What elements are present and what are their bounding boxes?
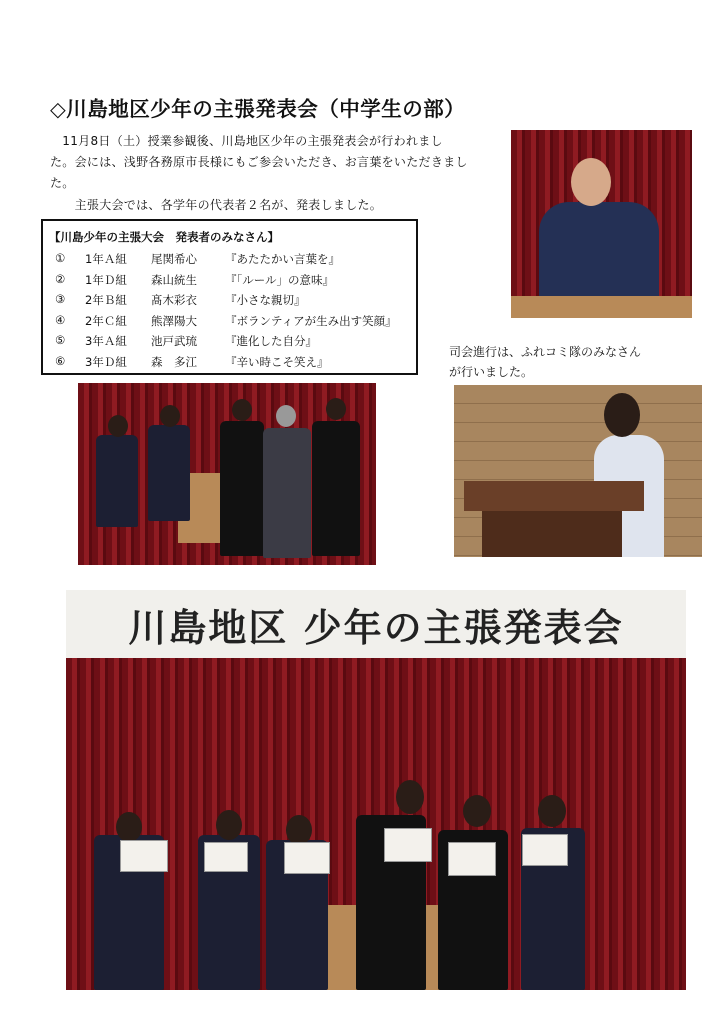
presenter-num: ② [55, 271, 66, 286]
intro-line: た。 [50, 176, 75, 190]
caption-line: 司会進行は、ふれコミ隊のみなさん [449, 345, 642, 359]
presenter-num: ④ [55, 312, 66, 327]
presenter-num: ① [55, 251, 66, 265]
presenter-class: 1年Ａ組 [85, 252, 127, 266]
presenter-theme: 『あたたかい言葉を』 [225, 252, 340, 266]
stage-banner: 川島地区 少年の主張発表会 [66, 590, 686, 658]
mc-caption [449, 342, 641, 382]
presenter-num: ③ [55, 292, 66, 306]
presenter-theme: 『ボランティアが生み出す笑顔』 [225, 313, 397, 328]
presenter-theme: 『「ルール」の意味』 [225, 272, 335, 287]
photo-group [66, 590, 686, 990]
intro-line: 11月8日（土）授業参観後、川島地区少年の主張発表会が行われまし [50, 134, 443, 148]
presenter-class: 2年Ｃ組 [85, 313, 127, 328]
caption-line: が行いました。 [449, 365, 534, 379]
presenter-name: 尾関希心 [151, 252, 197, 266]
presenter-name: 森 多江 [151, 354, 197, 369]
presenter-name: 熊澤陽大 [151, 313, 197, 328]
intro-line: 主張大会では、各学年の代表者２名が、発表しました。 [50, 198, 383, 212]
presenter-theme: 『辛い時こそ笑え』 [225, 354, 329, 369]
presenter-class: 3年Ａ組 [85, 334, 127, 348]
photo-mayor-speech [511, 130, 692, 318]
presenters-heading: 【川島少年の主張大会 発表者のみなさん】 [49, 230, 279, 244]
photo-award-ceremony [78, 383, 376, 565]
presenter-theme: 『進化した自分』 [225, 334, 317, 348]
presenter-name: 池戸武琉 [151, 334, 197, 348]
presenter-name: 髙木彩衣 [151, 293, 197, 307]
presenter-num: ⑥ [55, 353, 66, 368]
presenter-class: 2年Ｂ組 [85, 293, 127, 307]
intro-line: た。会には、浅野各務原市長様にもご参会いただき、お言葉をいただきまし [50, 155, 468, 169]
presenter-num: ⑤ [55, 333, 66, 347]
photo-mc-speaking [454, 385, 702, 557]
presenters-box [41, 219, 418, 375]
presenter-name: 森山統生 [151, 272, 197, 287]
presenter-class: 3年Ｄ組 [85, 354, 127, 369]
page-title: ◇川島地区少年の主張発表会（中学生の部） [50, 97, 466, 121]
presenter-theme: 『小さな親切』 [225, 293, 306, 307]
presenter-class: 1年Ｄ組 [85, 272, 127, 287]
